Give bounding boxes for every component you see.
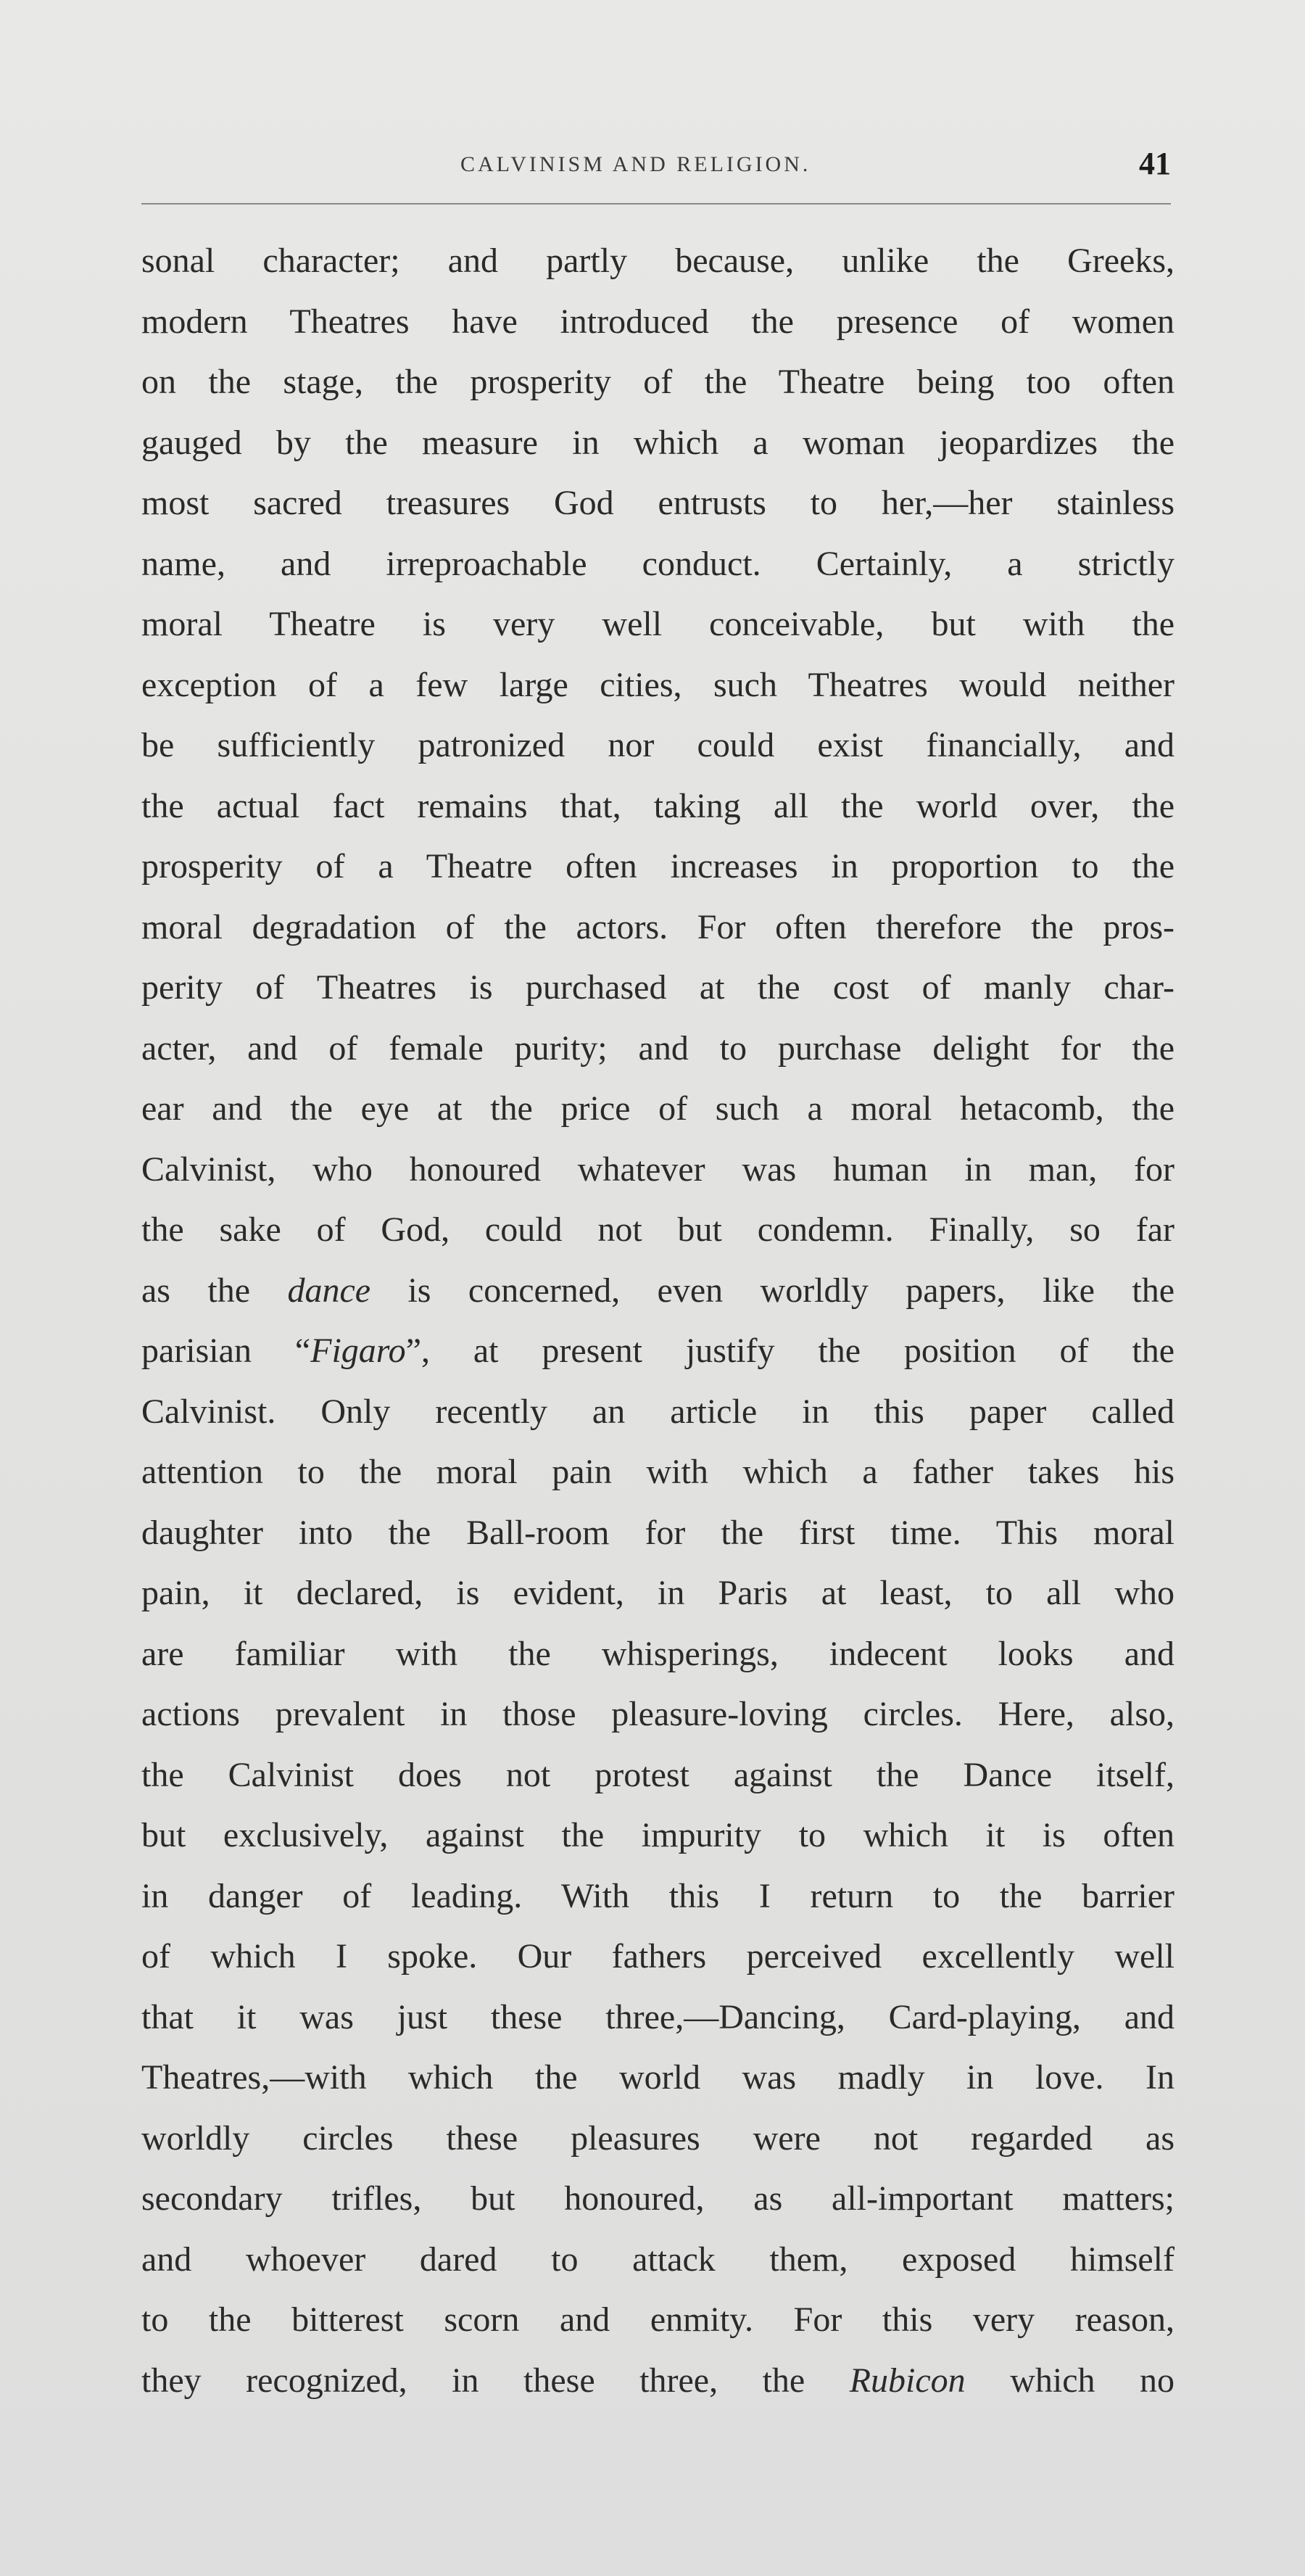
- text-line: exception of a few large cities, such Theatres would neither: [141, 665, 1174, 704]
- text-line: prosperity of a Theatre often increases in proportion to the: [141, 847, 1174, 886]
- text-line: modern Theatres have introduced the presence of women: [141, 302, 1174, 341]
- text-line: Calvinist. Only recently an article in this paper called: [141, 1392, 1174, 1431]
- text-line: acter, and of female purity; and to purchase delight for the: [141, 1028, 1174, 1068]
- italic-term: dance: [287, 1271, 371, 1310]
- text-line: the Calvinist does not protest against the Dance itself,: [141, 1755, 1174, 1794]
- text-line: attention to the moral pain with which a father takes his: [141, 1453, 1174, 1491]
- text-line: moral degradation of the actors. For often therefore the pros-: [141, 907, 1174, 946]
- text-line: actions prevalent in those pleasure-loving circles. Here, also,: [141, 1695, 1174, 1733]
- text-line: ear and the eye at the price of such a moral hetacomb, the: [141, 1089, 1174, 1128]
- italic-term: Rubicon: [849, 2361, 966, 2400]
- text-line: of which I spoke. Our fathers perceived excellently well: [141, 1937, 1174, 1976]
- text-line: name, and irreproachable conduct. Certainly, a strictly: [141, 544, 1174, 583]
- text-segment: they recognized, in these three, the: [141, 2361, 850, 2400]
- text-line: [141, 2350, 1174, 2411]
- running-title: CALVINISM AND RELIGION.: [460, 152, 811, 176]
- text-line: Theatres,—with which the world was madly in love. In: [141, 2058, 1174, 2097]
- text-line: perity of Theatres is purchased at the cost of manly char-: [141, 968, 1174, 1007]
- text-line: gauged by the measure in which a woman jeopardizes the: [141, 423, 1174, 462]
- text-line: daughter into the Ball-room for the first time. This moral: [141, 1513, 1174, 1552]
- text-line: are familiar with the whisperings, indecent looks and: [141, 1634, 1174, 1673]
- text-line: sonal character; and partly because, unlike the Greeks,: [141, 242, 1174, 280]
- text-line: the actual fact remains that, taking all the world over, the: [141, 786, 1174, 825]
- text-line: worldly circles these pleasures were not regarded as: [141, 2118, 1174, 2158]
- text-line: to the bitterest scorn and enmity. For this very reason,: [141, 2300, 1174, 2339]
- text-line: secondary trifles, but honoured, as all-important matters;: [141, 2179, 1174, 2218]
- text-line: that it was just these three,—Dancing, Card-playing, and: [141, 1997, 1174, 2036]
- text-line: [141, 1260, 1174, 1321]
- text-segment: is concerned, even worldly papers, like the: [370, 1271, 1174, 1310]
- text-line: moral Theatre is very well conceivable, but with the: [141, 605, 1174, 643]
- text-line: in danger of leading. With this I return to the barrier: [141, 1876, 1174, 1915]
- text-line: [141, 1321, 1174, 1382]
- text-line: pain, it declared, is evident, in Paris at least, to all who: [141, 1574, 1174, 1612]
- body-text: [141, 231, 1174, 2411]
- text-line: and whoever dared to attack them, exposed himself: [141, 2239, 1174, 2279]
- text-line: most sacred treasures God entrusts to her,—her stainless: [141, 484, 1174, 522]
- text-line: Calvinist, who honoured whatever was human in man, for: [141, 1149, 1174, 1189]
- text-segment: ”, at present justify the position of the: [405, 1332, 1174, 1370]
- text-line: be sufficiently patronized nor could exist financially, and: [141, 726, 1174, 764]
- text-line: but exclusively, against the impurity to which it is often: [141, 1816, 1174, 1854]
- page-number: 41: [1139, 146, 1171, 181]
- text-line: on the stage, the prosperity of the Theatre being too often: [141, 363, 1174, 401]
- text-segment: as the: [141, 1271, 288, 1310]
- header-rule: [141, 203, 1171, 205]
- text-segment: which no: [965, 2361, 1174, 2400]
- italic-term: Figaro: [310, 1332, 406, 1370]
- text-line: the sake of God, could not but condemn. Finally, so far: [141, 1210, 1174, 1249]
- running-head: [141, 145, 1171, 189]
- text-segment: parisian “: [141, 1332, 311, 1370]
